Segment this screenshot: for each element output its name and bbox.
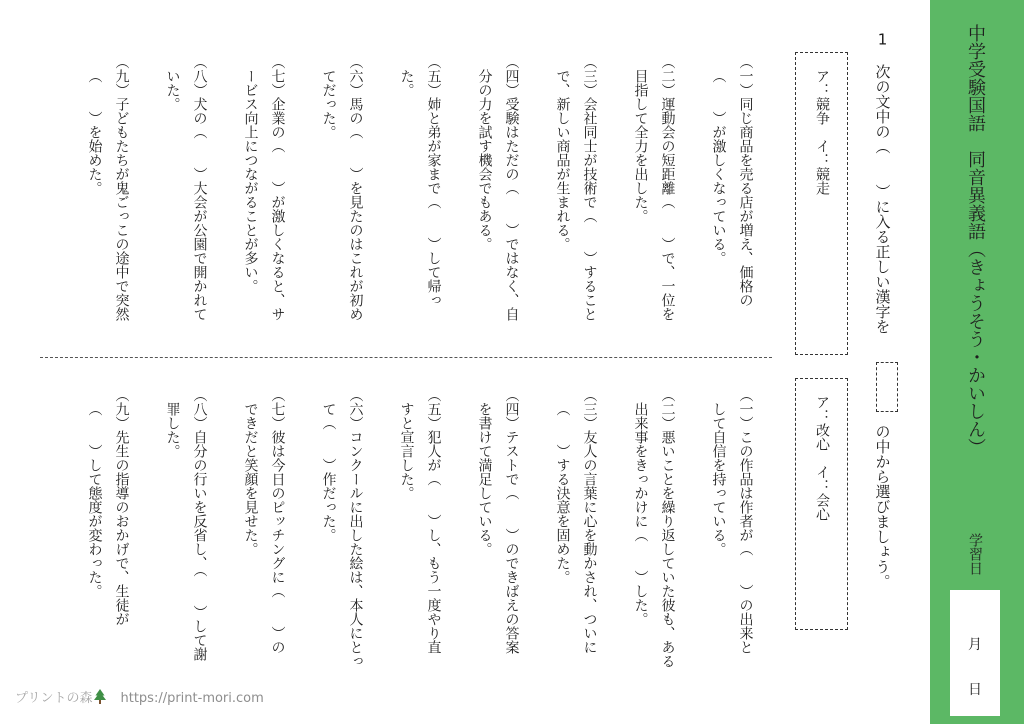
question-item <box>81 55 135 385</box>
question-number: （九） <box>113 55 130 97</box>
month-label: 月 <box>968 637 982 653</box>
question-item <box>471 388 525 718</box>
question-text: 犬の（ ）大会が公園で開かれて <box>191 97 208 321</box>
question-text: 馬の（ ）を見たのはこれが初め <box>347 97 364 321</box>
question-item <box>705 55 759 385</box>
question-line-continued: てだった。 <box>320 69 337 139</box>
question-list-2 <box>81 388 759 718</box>
question-number: （七） <box>269 388 286 430</box>
question-line <box>498 55 525 385</box>
footer-url: https://print-mori.com <box>120 691 264 706</box>
worksheet-title: 中学受験国語 同音異義語（きょうそう・かいしん） <box>965 24 986 456</box>
question-line-continued: （ ）する決意を固めた。 <box>554 402 571 584</box>
question-item <box>237 388 291 718</box>
question-line-continued: 罪した。 <box>164 402 181 458</box>
footer-brand: プリントの森 <box>15 691 93 706</box>
question-text: 姉と弟が家まで（ ）して帰っ <box>425 97 442 307</box>
question-number: （八） <box>191 388 208 430</box>
question-item <box>549 388 603 718</box>
question-line <box>186 388 213 718</box>
question-text: 彼は今日のピッチングに（ ）の <box>269 430 286 654</box>
problem-number: 1 <box>877 32 888 47</box>
question-item <box>315 388 369 718</box>
question-item <box>393 55 447 385</box>
question-item <box>315 55 369 385</box>
question-item <box>159 388 213 718</box>
instruction <box>872 32 898 589</box>
question-line-continued: 分の力を試す機会でもある。 <box>476 69 493 251</box>
question-text: 同じ商品を売る店が増え、価格の <box>737 97 754 307</box>
question-line-continued: できだと笑顔を見せた。 <box>242 402 259 556</box>
question-text: 企業の（ ）が激しくなると、サ <box>269 97 286 321</box>
question-text: コンクールに出した絵は、本人にとっ <box>347 430 364 668</box>
question-line <box>342 388 369 718</box>
question-line <box>420 55 447 385</box>
choices-box-1 <box>795 52 848 355</box>
question-text: 友人の言葉に心を動かされ、ついに <box>581 430 598 654</box>
question-item <box>471 55 525 385</box>
question-line <box>186 55 213 385</box>
question-line-continued: いた。 <box>164 69 181 111</box>
question-number: （四） <box>503 55 520 97</box>
question-line-continued: （ ）が激しくなっている。 <box>710 69 727 265</box>
question-number: （五） <box>425 55 442 97</box>
question-number: （一） <box>737 55 754 97</box>
question-number: （一） <box>737 388 754 430</box>
choices-text: ア：改心 イ：会心 <box>814 395 830 521</box>
question-text: 先生の指導のおかげで、生徒が <box>113 430 130 626</box>
question-line <box>264 55 291 385</box>
instruction-text-after: の中から選びましょう。 <box>873 424 892 589</box>
question-item <box>393 388 447 718</box>
question-number: （六） <box>347 55 364 97</box>
question-number: （三） <box>581 388 598 430</box>
question-number: （四） <box>503 388 520 430</box>
question-number: （八） <box>191 55 208 97</box>
tree-icon <box>94 689 106 704</box>
question-line <box>264 388 291 718</box>
title-sidebar <box>930 0 1024 724</box>
question-number: （二） <box>659 55 676 97</box>
question-text: 子どもたちが鬼ごっこの途中で突然 <box>113 97 130 321</box>
question-item <box>549 55 603 385</box>
question-line <box>108 388 135 718</box>
question-item <box>705 388 759 718</box>
question-item <box>237 55 291 385</box>
question-text: この作品は作者が（ ）の出来と <box>737 430 754 654</box>
question-line-continued: （ ）して態度が変わった。 <box>86 402 103 598</box>
question-line <box>108 55 135 385</box>
question-text: 受験はただの（ ）ではなく、自 <box>503 97 520 321</box>
question-line-continued: を書けて満足している。 <box>476 402 493 556</box>
question-line <box>342 55 369 385</box>
question-number: （六） <box>347 388 364 430</box>
instruction-text-before: 次の文中の（ ）に入る正しい漢字を <box>873 64 892 334</box>
question-item <box>159 55 213 385</box>
question-number: （七） <box>269 55 286 97</box>
question-line-continued: た。 <box>398 69 415 97</box>
question-line-continued: ービス向上につながることが多い。 <box>242 69 259 293</box>
question-line <box>576 388 603 718</box>
question-line-continued: て（ ）作だった。 <box>320 402 337 542</box>
question-text: テストで（ ）のできばえの答案 <box>503 430 520 654</box>
question-line <box>654 388 681 718</box>
question-number: （三） <box>581 55 598 97</box>
question-line <box>732 388 759 718</box>
question-item <box>627 388 681 718</box>
question-text: 犯人が（ ）し、もう一度やり直 <box>425 430 442 654</box>
question-line-continued: して自信を持っている。 <box>710 402 727 556</box>
question-line-continued: 出来事をきっかけに（ ）した。 <box>632 402 649 626</box>
question-list-1 <box>81 55 759 385</box>
question-line <box>498 388 525 718</box>
study-date-label: 学習日 <box>967 533 983 575</box>
footer <box>15 689 264 708</box>
question-text: 会社同士が技術で（ ）すること <box>581 97 598 321</box>
choices-box-2 <box>795 378 848 630</box>
question-line-continued: すと宣言した。 <box>398 402 415 500</box>
question-number: （九） <box>113 388 130 430</box>
question-text: 悪いことを繰り返していた彼も、ある <box>659 430 676 668</box>
study-date-box <box>950 590 1000 716</box>
choices-text: ア：競争 イ：競走 <box>814 69 830 195</box>
question-item <box>627 55 681 385</box>
question-text: 運動会の短距離（ ）で、一位を <box>659 97 676 321</box>
question-line <box>420 388 447 718</box>
day-label: 日 <box>968 682 982 698</box>
question-number: （二） <box>659 388 676 430</box>
question-item <box>81 388 135 718</box>
question-line-continued: 目指して全力を出した。 <box>632 69 649 223</box>
question-line-continued: で、新しい商品が生まれる。 <box>554 69 571 251</box>
choice-box-marker <box>876 362 898 412</box>
question-line-continued: （ ）を始めた。 <box>86 69 103 195</box>
question-line <box>576 55 603 385</box>
question-number: （五） <box>425 388 442 430</box>
question-line <box>654 55 681 385</box>
question-line <box>732 55 759 385</box>
question-text: 自分の行いを反省し、（ ）して謝 <box>191 430 208 661</box>
